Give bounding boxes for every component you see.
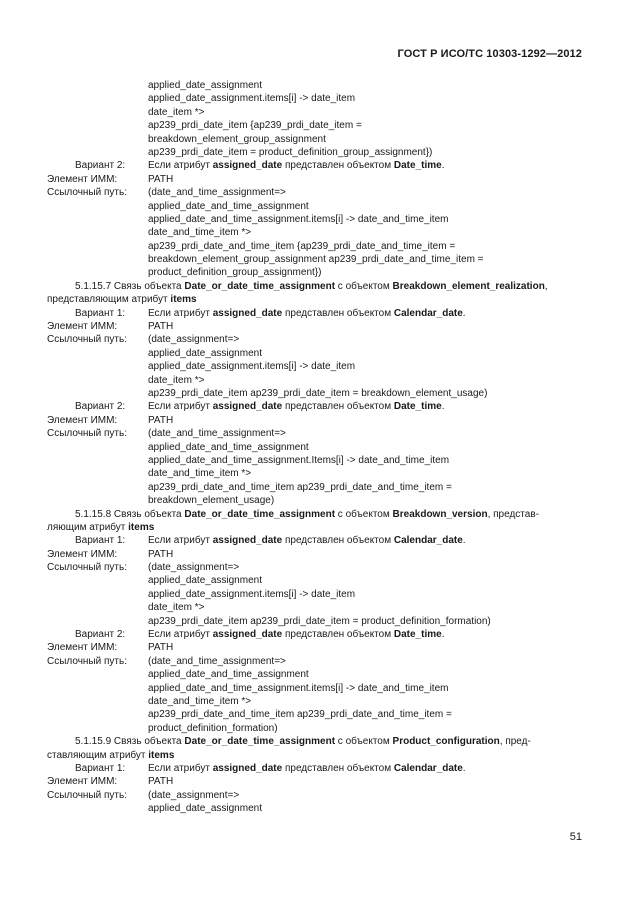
line-text: PATH: [148, 776, 174, 788]
field-label: Ссылочный путь:: [47, 789, 127, 801]
text-line: [0, 615, 630, 628]
variant-text: Если атрибут assigned_date представлен объектом Calendar_date.: [148, 307, 466, 319]
text-line: [0, 266, 630, 279]
variant-label: Вариант 1:: [75, 762, 126, 774]
text-line: [0, 708, 630, 721]
variant-text: Если атрибут assigned_date представлен объектом Calendar_date.: [148, 762, 466, 774]
variant-label: Вариант 2:: [75, 160, 126, 172]
text-line: [0, 333, 630, 346]
text-line: [0, 722, 630, 735]
line-text: (date_and_time_assignment=>: [148, 655, 286, 667]
line-text: PATH: [148, 173, 174, 185]
line-text: (date_assignment=>: [148, 334, 240, 346]
text-line: [0, 775, 630, 788]
text-line: [0, 106, 630, 119]
text-line: [0, 695, 630, 708]
variant-line: [0, 307, 630, 320]
line-text: ap239_prdi_date_item ap239_prdi_date_item = breakdown_element_usage): [148, 387, 488, 399]
section-heading-text: 5.1.15.9 Связь объекта Date_or_date_time_assignment с объектом Product_configuration, пред-: [75, 736, 531, 748]
variant-label: Вариант 2:: [75, 401, 126, 413]
text-line: [0, 494, 630, 507]
section-heading-text: 5.1.15.7 Связь объекта Date_or_date_time_assignment с объектом Breakdown_element_realization,: [75, 280, 548, 292]
line-text: ap239_prdi_date_item {ap239_prdi_date_item =: [148, 120, 362, 132]
line-text: breakdown_element_group_assignment ap239_prdi_date_and_time_item =: [148, 254, 484, 266]
line-text: applied_date_and_time_assignment: [148, 441, 309, 453]
line-text: date_item *>: [148, 374, 205, 386]
field-label: Элемент ИММ:: [47, 414, 118, 426]
variant-text: Если атрибут assigned_date представлен объектом Date_time.: [148, 629, 445, 641]
section-heading-text: 5.1.15.8 Связь объекта Date_or_date_time_assignment с объектом Breakdown_version, представ-: [75, 508, 539, 520]
line-text: date_item *>: [148, 602, 205, 614]
text-line: [0, 789, 630, 802]
line-text: applied_date_assignment: [148, 575, 262, 587]
line-text: date_and_time_item *>: [148, 695, 252, 707]
text-line: [0, 414, 630, 427]
text-line: [0, 387, 630, 400]
document-body: [0, 79, 630, 815]
text-line: [0, 253, 630, 266]
section-heading-continuation: ставляющим атрибут items: [47, 749, 175, 761]
text-line: [0, 360, 630, 373]
field-label: Ссылочный путь:: [47, 187, 127, 199]
text-line: [0, 186, 630, 199]
line-text: ap239_prdi_date_and_time_item ap239_prdi_date_and_time_item =: [148, 481, 452, 493]
field-label: Элемент ИММ:: [47, 642, 118, 654]
section-heading-continuation: представляющим атрибут items: [47, 294, 197, 306]
text-line: [0, 561, 630, 574]
line-text: applied_date_assignment.items[i] -> date_item: [148, 361, 356, 373]
field-label: Элемент ИММ:: [47, 776, 118, 788]
line-text: (date_assignment=>: [148, 562, 240, 574]
line-text: ap239_prdi_date_and_time_item ap239_prdi_date_and_time_item =: [148, 709, 452, 721]
text-line: [0, 548, 630, 561]
text-line: [0, 374, 630, 387]
variant-line: [0, 400, 630, 413]
field-label: Элемент ИММ:: [47, 321, 118, 333]
text-line: [0, 173, 630, 186]
text-line: [0, 427, 630, 440]
text-line: [0, 655, 630, 668]
line-text: applied_date_assignment: [148, 803, 262, 815]
text-line: [0, 574, 630, 587]
line-text: applied_date_assignment: [148, 80, 262, 91]
line-text: ap239_prdi_date_and_time_item {ap239_prdi_date_and_time_item =: [148, 240, 456, 252]
text-line: [0, 682, 630, 695]
variant-text: Если атрибут assigned_date представлен объектом Calendar_date.: [148, 535, 466, 547]
line-text: breakdown_element_group_assignment: [148, 133, 326, 145]
line-text: product_definition_group_assignment}): [148, 267, 322, 279]
text-line: [0, 347, 630, 360]
line-text: (date_and_time_assignment=>: [148, 428, 286, 440]
line-text: applied_date_assignment: [148, 347, 262, 359]
text-line: [0, 226, 630, 239]
line-text: applied_date_and_time_assignment: [148, 200, 309, 212]
page-number: 51: [569, 831, 582, 843]
text-line: [0, 320, 630, 333]
line-text: (date_and_time_assignment=>: [148, 187, 286, 199]
text-line: [0, 213, 630, 226]
text-line: [0, 454, 630, 467]
field-label: Ссылочный путь:: [47, 334, 127, 346]
text-line: [0, 802, 630, 815]
line-text: breakdown_element_usage): [148, 495, 275, 507]
text-line: [0, 79, 630, 92]
line-text: applied_date_and_time_assignment.Items[i] -> date_and_time_item: [148, 454, 450, 466]
line-text: (date_assignment=>: [148, 789, 240, 801]
line-text: product_definition_formation): [148, 722, 278, 734]
text-line: [0, 146, 630, 159]
field-label: Ссылочный путь:: [47, 428, 127, 440]
field-label: Элемент ИММ:: [47, 173, 118, 185]
line-text: PATH: [148, 321, 174, 333]
field-label: Ссылочный путь:: [47, 655, 127, 667]
line-text: ap239_prdi_date_item ap239_prdi_date_item = product_definition_formation): [148, 615, 491, 627]
section-heading: [0, 508, 630, 521]
text-line: [0, 481, 630, 494]
line-text: applied_date_and_time_assignment.items[i] -> date_and_time_item: [148, 213, 449, 225]
text-line: [0, 119, 630, 132]
line-text: date_and_time_item *>: [148, 227, 252, 239]
line-text: PATH: [148, 548, 174, 560]
section-heading: [0, 280, 630, 293]
text-line: [0, 467, 630, 480]
text-line: [0, 441, 630, 454]
line-text: PATH: [148, 642, 174, 654]
variant-text: Если атрибут assigned_date представлен объектом Date_time.: [148, 160, 445, 172]
line-text: applied_date_and_time_assignment: [148, 669, 309, 681]
variant-line: [0, 534, 630, 547]
variant-label: Вариант 1:: [75, 535, 126, 547]
text-line: [0, 668, 630, 681]
variant-label: Вариант 1:: [75, 307, 126, 319]
variant-line: [0, 159, 630, 172]
section-heading-continuation: ляющим атрибут items: [47, 521, 155, 533]
variant-label: Вариант 2:: [75, 629, 126, 641]
variant-line: [0, 762, 630, 775]
text-line: [0, 601, 630, 614]
line-text: applied_date_assignment.items[i] -> date_item: [148, 588, 356, 600]
field-label: Элемент ИММ:: [47, 548, 118, 560]
variant-line: [0, 628, 630, 641]
text-line: [0, 641, 630, 654]
text-line: [0, 92, 630, 105]
line-text: ap239_prdi_date_item = product_definition_group_assignment}): [148, 146, 433, 158]
line-text: date_and_time_item *>: [148, 468, 252, 480]
line-text: applied_date_and_time_assignment.items[i] -> date_and_time_item: [148, 682, 449, 694]
field-label: Ссылочный путь:: [47, 562, 127, 574]
variant-text: Если атрибут assigned_date представлен объектом Date_time.: [148, 401, 445, 413]
line-text: applied_date_assignment.items[i] -> date_item: [148, 93, 356, 105]
text-line: [0, 133, 630, 146]
document-header: ГОСТ Р ИСО/ТС 10303-1292—2012: [397, 48, 582, 60]
section-heading: [0, 735, 630, 748]
line-text: date_item *>: [148, 106, 205, 118]
text-line: [0, 240, 630, 253]
text-line: [0, 200, 630, 213]
line-text: PATH: [148, 414, 174, 426]
text-line: [0, 588, 630, 601]
